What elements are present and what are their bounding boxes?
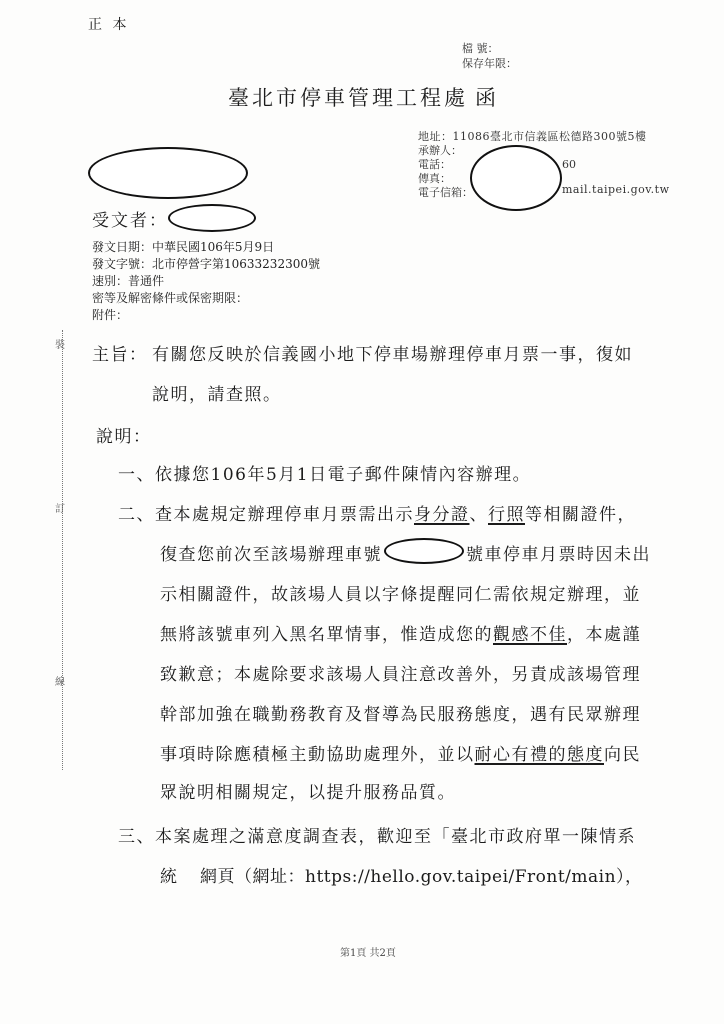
subject-line-2: 說明，請查照。 — [152, 385, 282, 405]
explanation-item-2-line-7: 事項時除應積極主動協助處理外，並以耐心有禮的態度向民 — [160, 745, 641, 765]
explanation-item-2-line-4: 無將該號車列入黑名單情事，惟造成您的觀感不佳，本處謹 — [160, 625, 641, 645]
retention-label: 保存年限： — [462, 57, 517, 70]
explanation-item-2-line-5: 致歉意；本處除要求該場人員注意改善外，另責成該場管理 — [160, 665, 641, 685]
document-title: 臺北市停車管理工程處 — [228, 86, 468, 110]
email-tail: mail.taipei.gov.tw — [562, 183, 670, 196]
explanation-item-2-line-3: 示相關證件，故該場人員以字條提醒同仁需依規定辦理，並 — [160, 585, 641, 605]
speed-class: 速別：普通件 — [92, 274, 165, 288]
underline-poor-impression: 觀感不佳 — [493, 625, 567, 645]
attachment: 附件： — [92, 308, 129, 322]
page-number: 第1頁 共2頁 — [340, 948, 396, 959]
binding-mark-1: 裝 — [55, 340, 65, 351]
subject-line-1: 有關您反映於信義國小地下停車場辦理停車月票一事，復如 — [152, 345, 633, 365]
explanation-item-2-line-6: 幹部加強在職勤務教育及督導為民服務態度，遇有民眾辦理 — [160, 705, 641, 725]
redaction-plate-ellipse — [384, 538, 464, 564]
fax: 傳真： — [418, 172, 451, 185]
explanation-item-2-line-2b: 號車停車月票時因未出 — [466, 545, 651, 565]
explanation-item-2-line-8: 眾說明相關規定，以提升服務品質。 — [160, 783, 456, 803]
explanation-item-2-line-2a: 復查您前次至該場辦理車號 — [160, 545, 382, 565]
phone-tail: 60 — [562, 158, 576, 171]
security-class: 密等及解密條件或保密期限： — [92, 291, 249, 305]
underline-patient-attitude: 耐心有禮的態度 — [474, 745, 604, 765]
file-number-label: 檔 號： — [462, 42, 499, 55]
document-number: 發文字號：北市停營字第10633232300號 — [92, 257, 320, 271]
binding-line — [62, 330, 63, 770]
issue-date: 發文日期：中華民國106年5月9日 — [92, 240, 275, 254]
explanation-item-1: 一、依據您106年5月1日電子郵件陳情內容辦理。 — [118, 465, 532, 485]
explanation-item-3-line-2a: 統 — [160, 867, 179, 887]
recipient-label: 受文者： — [92, 211, 168, 231]
subject-label: 主旨： — [92, 345, 148, 365]
underline-id-card: 身分證 — [414, 505, 470, 525]
contact-person: 承辦人： — [418, 144, 462, 157]
email-label: 電子信箱： — [418, 186, 473, 199]
explanation-label: 說明： — [96, 427, 152, 447]
explanation-item-2-line-1: 二、查本處規定辦理停車月票需出示身分證、行照等相關證件， — [118, 505, 636, 525]
explanation-item-3-line-2b: 網頁（網址：https://hello.gov.taipei/Front/main）， — [200, 867, 643, 887]
binding-mark-3: 線 — [55, 677, 65, 688]
sender-address: 地址：11086臺北市信義區松德路300號5樓 — [418, 130, 647, 143]
redaction-contact-ellipse — [470, 145, 562, 211]
redaction-recipient-ellipse — [88, 147, 248, 199]
phone: 電話： — [418, 158, 451, 171]
binding-mark-2: 訂 — [55, 504, 65, 515]
redaction-recipient-name-ellipse — [168, 204, 256, 232]
underline-vehicle-license: 行照 — [488, 505, 525, 525]
copy-mark: 正 本 — [88, 17, 130, 33]
explanation-item-3-line-1: 三、本案處理之滿意度調查表，歡迎至「臺北市政府單一陳情系 — [118, 827, 636, 847]
document-type: 函 — [475, 86, 496, 110]
